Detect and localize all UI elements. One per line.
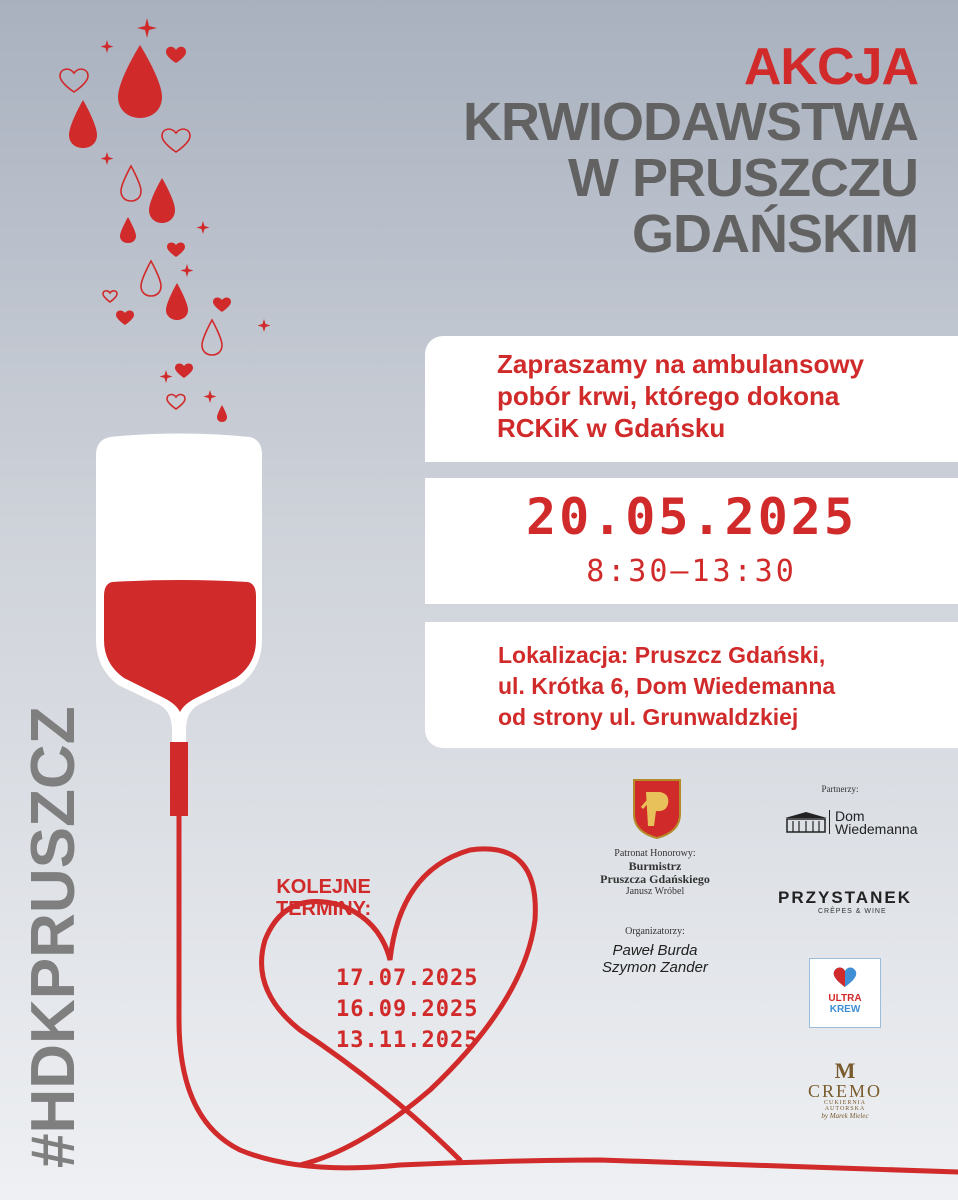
hashtag: #HDKPRUSZCZ [19, 706, 88, 1168]
krew-text: KREW [829, 1004, 861, 1015]
title-line-4: GDAŃSKIM [632, 204, 918, 265]
invite-line-1: Zapraszamy na ambulansowy [497, 349, 865, 379]
cremo-signature: by Marek Mielec [821, 1112, 869, 1120]
title-line-3: W PRUSZCZU [568, 148, 918, 209]
location-line-2: ul. Krótka 6, Dom Wiedemanna [498, 673, 836, 699]
organizers-label: Organizatorzy: [625, 926, 685, 937]
location-line-3: od strony ul. Grunwaldzkiej [498, 704, 799, 730]
next-label-1: KOLEJNE [276, 876, 371, 898]
title-line-2: KRWIODAWSTWA [463, 92, 918, 153]
dom-line-2: Wiedemanna [835, 821, 918, 837]
next-label-2: TERMINY: [276, 898, 372, 920]
organizer-1: Paweł Burda [612, 942, 698, 959]
przystanek-subtitle: CRÊPES & WINE [818, 908, 887, 915]
next-date: 16.09.2025 [336, 997, 479, 1022]
organizer-2: Szymon Zander [602, 959, 708, 976]
ultra-krew-logo [809, 958, 881, 1028]
cremo-name: CREMO [807, 1081, 882, 1101]
invite-text [497, 348, 864, 444]
next-date: 17.07.2025 [336, 966, 479, 991]
patronat-name: Janusz Wróbel [625, 886, 685, 897]
dom-divider [829, 810, 830, 834]
heart-logo-icon [832, 965, 858, 989]
location-line-1: Lokalizacja: Pruszcz Gdański, [498, 642, 826, 668]
dom-line-1: Dom [835, 808, 865, 824]
location-text [498, 640, 835, 733]
dom-wiedemanna-logo [835, 810, 918, 836]
patronat-title-2: Pruszcza Gdańskiego [600, 872, 710, 886]
blood-fill [104, 580, 256, 712]
next-date: 13.11.2025 [336, 1028, 479, 1053]
ultra-text: ULTRA [828, 993, 862, 1004]
partners-label: Partnerzy: [821, 784, 859, 794]
location-panel [425, 622, 958, 748]
patronat-block [575, 848, 735, 898]
patronat-title-1: Burmistrz [628, 859, 682, 873]
invite-line-2: pobór krwi, którego dokona [497, 381, 840, 411]
przystanek-logo: PRZYSTANEK [778, 888, 912, 907]
event-date: 20.05.2025 [525, 488, 858, 546]
cremo-logo [803, 1060, 887, 1120]
cremo-subtitle: CUKIERNIA AUTORSKA [824, 1100, 866, 1112]
dom-wiedemanna-building-icon [783, 810, 829, 834]
date-panel [425, 478, 958, 604]
invite-line-3: RCKiK w Gdańsku [497, 413, 726, 443]
cremo-monogram: M [834, 1058, 856, 1083]
tube-connector [170, 742, 188, 816]
coat-of-arms-icon [632, 778, 682, 840]
patronat-label: Patronat Honorowy: [614, 848, 696, 859]
organizers-names [570, 942, 740, 976]
event-time: 8:30–13:30 [586, 554, 797, 589]
invite-panel [425, 336, 958, 462]
page-title [463, 40, 918, 263]
title-line-1: AKCJA [743, 38, 918, 96]
next-dates-label [276, 876, 371, 920]
